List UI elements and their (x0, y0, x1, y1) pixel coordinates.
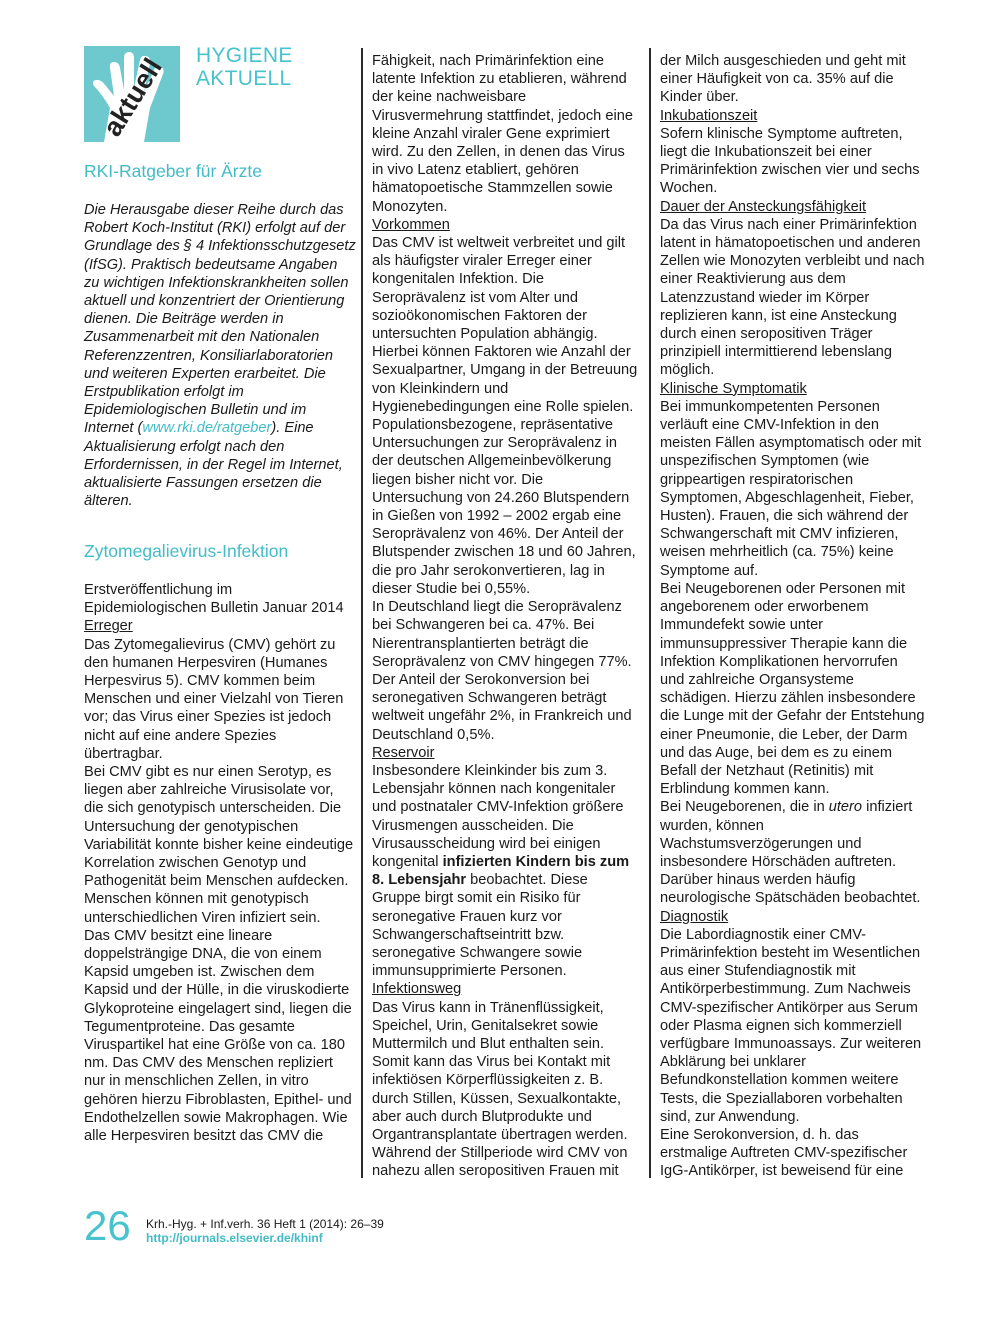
logo-text: aktuell (97, 53, 168, 142)
column-1-article (84, 540, 356, 1145)
paragraph: der Milch ausgeschieden und geht mit einer Häufigkeit von ca. 35% auf die Kinder über. (660, 53, 906, 106)
subheading-erreger: Erreger (84, 618, 133, 635)
paragraph: Insbesondere Kleinkinder bis zum 3. Lebensjahr können nach kongenitaler und postnataler CMV-Infektion größere Virusmengen ausscheiden. Die Virusausscheidung wird bei einigen kongenital infizierten Kindern bis zum 8. Lebensjahr beobachtet. Diese Gruppe birgt somit ein Risiko für seronegative Frauen kurz vor Schwangerschaftseintritt bzw. seronegative Schwangere sowie immunsupprimierte Personen. (372, 762, 630, 980)
section-title-aktuell: AKTUELL (196, 67, 292, 90)
aktuell-logo (84, 46, 180, 142)
paragraph: In Deutschland liegt die Seroprävalenz bei Schwangeren bei ca. 47%. Bei Nierentransplantierten beträgt die Seroprävalenz von CMV hingegen 77%. Der Anteil der Serokonversion bei seronegativen Schwangeren beträgt weltweit ungefähr 2%, in Frankreich und Deutschland 0,5%. (372, 599, 632, 743)
paragraph: Die Labordiagnostik einer CMV-Primärinfektion besteht im Wesentlichen aus einer Stufendiagnostik mit Antikörperbestimmung. Zum Nachweis CMV-spezifischer Antikörper aus Serum oder Plasma eignen sich kommerziell verfügbare Immunoassays. Zur weiteren Abklärung bei unklarer Befundkonstellation kommen weitere Tests, die Speziallaboren vorbehalten sind, zur Anwendung. (660, 926, 922, 1125)
journal-url[interactable]: http://journals.elsevier.de/khinf (146, 1231, 323, 1245)
subheading-vorkommen: Vorkommen (372, 216, 450, 233)
page-number: 26 (84, 1202, 131, 1249)
paragraph: Das Zytomegalievirus (CMV) gehört zu den humanen Herpesviren (Humanes Herpesvirus 5). CMV kommen beim Menschen und einer Vielzahl von Tieren vor; das Virus einer Spezies ist jedoch nicht auf eine andere Spezies übertragbar. (84, 636, 344, 762)
paragraph: Das CMV besitzt eine lineare doppelsträngige DNA, die von einem Kapsid umgeben ist. Zwischen dem Kapsid und der Hülle, in die viruskodierte Glykoproteine eingelagert sind, liegen die Tegumentproteine. Das gesamte Viruspartikel hat eine Größe von ca. 180 nm. Das CMV des Menschen repliziert nur in menschlichen Zellen, in vitro gehören hierzu Fibroblasten, Epithel- und Endothelzellen sowie Makrophagen. Wie alle Herpesviren besitzt das CMV die (84, 927, 352, 1145)
paragraph: Da das Virus nach einer Primärinfektion latent in hämatopoetischen und anderen Zellen wie Monozyten verbleibt und nach einer Reaktivierung aus dem Latenzzustand wieder im Körper replizieren kann, ist eine Ansteckung durch einen seropositiven Träger prinzipiell intermittierend lebenslang möglich. (660, 216, 925, 379)
subheading-ansteckung: Dauer der Ansteckungsfähigkeit (660, 198, 867, 215)
intro-text: Die Herausgabe dieser Reihe durch das Robert Koch-Institut (RKI) erfolgt auf der Grundlage des § 4 Infektionsschutzgesetz (IfSG). Praktisch bedeutsame Angaben zu wichtigen Infektionskrankheiten sollen aktuell und konzentriert der Orientierung dienen. Die Beiträge werden in Zusammenarbeit mit den Nationalen Referenzzentren, Konsiliarlaboratorien und weiteren Experten erarbeitet. Die Erstpublikation erfolgt im Epidemiologischen Bulletin und im Internet (www.rki.de/ratgeber). Eine Aktualisierung erfolgt nach den Erfordernissen, in der Regel im Internet, aktualisierte Fassungen ersetzen die älteren. (84, 202, 356, 510)
intro-heading: RKI-Ratgeber für Ärzte (84, 161, 262, 181)
first-publication: Erstveröffentlichung im Epidemiologischen Bulletin Januar 2014 (84, 582, 344, 617)
paragraph: Sofern klinische Symptome auftreten, liegt die Inkubationszeit bei einer Primärinfektion zwischen vier und sechs Wochen. (660, 125, 920, 197)
journal-citation: Krh.-Hyg. + Inf.verh. 36 Heft 1 (2014): 26–39 (146, 1217, 384, 1231)
paragraph: Fähigkeit, nach Primärinfektion eine latente Infektion zu etablieren, während der keine nachweisbare Virusvermehrung stattfindet, jedoch eine kleine Anzahl viraler Gene exprimiert wird. Zu den Zellen, in denen das Virus in vivo Latenz etabliert, gehören hämatopoetische Stammzellen sowie Monozyten. (372, 53, 633, 215)
column-3 (660, 52, 926, 1181)
column-divider (361, 48, 363, 1178)
subheading-diagnostik: Diagnostik (660, 908, 729, 925)
subheading-reservoir: Reservoir (372, 744, 435, 761)
column-1 (84, 160, 356, 510)
subheading-infektionsweg: Infektionsweg (372, 981, 462, 998)
article-title: Zytomegalievirus-Infektion (84, 541, 289, 561)
subheading-inkubationszeit: Inkubationszeit (660, 107, 758, 124)
paragraph: Bei immunkompetenten Personen verläuft eine CMV-Infektion in den meisten Fällen asymptomatisch oder mit unspezifischen Symptomen (wie grippeartigen respiratorischen Symptomen, Abgeschlagenheit, Fieber, Husten). Frauen, die sich während der Schwangerschaft mit CMV infizieren, weisen mehrheitlich (ca. 75%) keine Symptome auf. (660, 398, 922, 579)
paragraph: Das CMV ist weltweit verbreitet und gilt als häufigster viraler Erreger einer kongenitalen Infektion. Die Seroprävalenz ist vom Alter und sozioökonomischen Faktoren der untersuchten Population abhängig. Hierbei können Faktoren wie Anzahl der Sexualpartner, Umgang in der Betreuung von Kleinkindern und Hygienebedingungen eine Rolle spielen. Populationsbezogene, repräsentative Untersuchungen zur Seroprävalenz in der deutschen Allgemeinbevölkerung liegen bisher nicht vor. Die Untersuchung von 24.260 Blutspendern in Gießen von 1992 – 2002 ergab eine Seroprävalenz von 46%. Der Anteil der Blutspender zwischen 18 und 60 Jahren, die pro Jahr serokonvertieren, lag in dieser Studie bei 0,55%. (372, 235, 638, 597)
column-2 (372, 52, 638, 1181)
paragraph: Das Virus kann in Tränenflüssigkeit, Speichel, Urin, Genitalsekret sowie Muttermilch und Blut enthalten sein. Somit kann das Virus bei Kontakt mit infektiösen Körperflüssigkeiten z. B. durch Stillen, Küssen, Sexualkontakte, aber auch durch Blutprodukte und Organtransplantate übertragen werden. Während der Stillperiode wird CMV von nahezu allen seropositiven Frauen mit (372, 999, 628, 1180)
rki-ratgeber-link[interactable]: www.rki.de/ratgeber (142, 420, 272, 437)
paragraph: Bei Neugeborenen, die in utero infiziert wurden, können Wachstumsverzögerungen und insbesondere Hörschäden auftreten. Darüber hinaus werden häufig neurologische Spätschäden beobachtet. (660, 799, 921, 907)
paragraph: Eine Serokonversion, d. h. das erstmalige Auftreten CMV-spezifischer IgG-Antikörper, ist beweisend für eine (660, 1126, 908, 1180)
subheading-klinik: Klinische Symptomatik (660, 380, 807, 397)
section-title-hygiene: HYGIENE (196, 44, 293, 67)
column-divider (649, 48, 651, 1178)
paragraph: Bei CMV gibt es nur einen Serotyp, es liegen aber zahlreiche Virusisolate vor, die sich genotypisch unterscheiden. Die Untersuchung der genotypischen Variabilität konnte bisher keine eindeutige Korrelation zwischen Genotyp und Pathogenität beim Menschen aufdecken. Menschen können mit genotypisch unterschiedlichen Viren infiziert sein. (84, 764, 354, 926)
paragraph: Bei Neugeborenen oder Personen mit angeborenem oder erworbenem Immundefekt sowie unter immunsuppressiver Therapie kann die Infektion Komplikationen hervorrufen und zahlreiche Organsysteme schädigen. Hierzu zählen insbesondere die Lunge mit der Gefahr der Entstehung einer Pneumonie, die Leber, der Darm und das Auge, bei dem es zu einem Befall der Netzhaut (Retinitis) mit Erblindung kommen kann. (660, 580, 925, 798)
